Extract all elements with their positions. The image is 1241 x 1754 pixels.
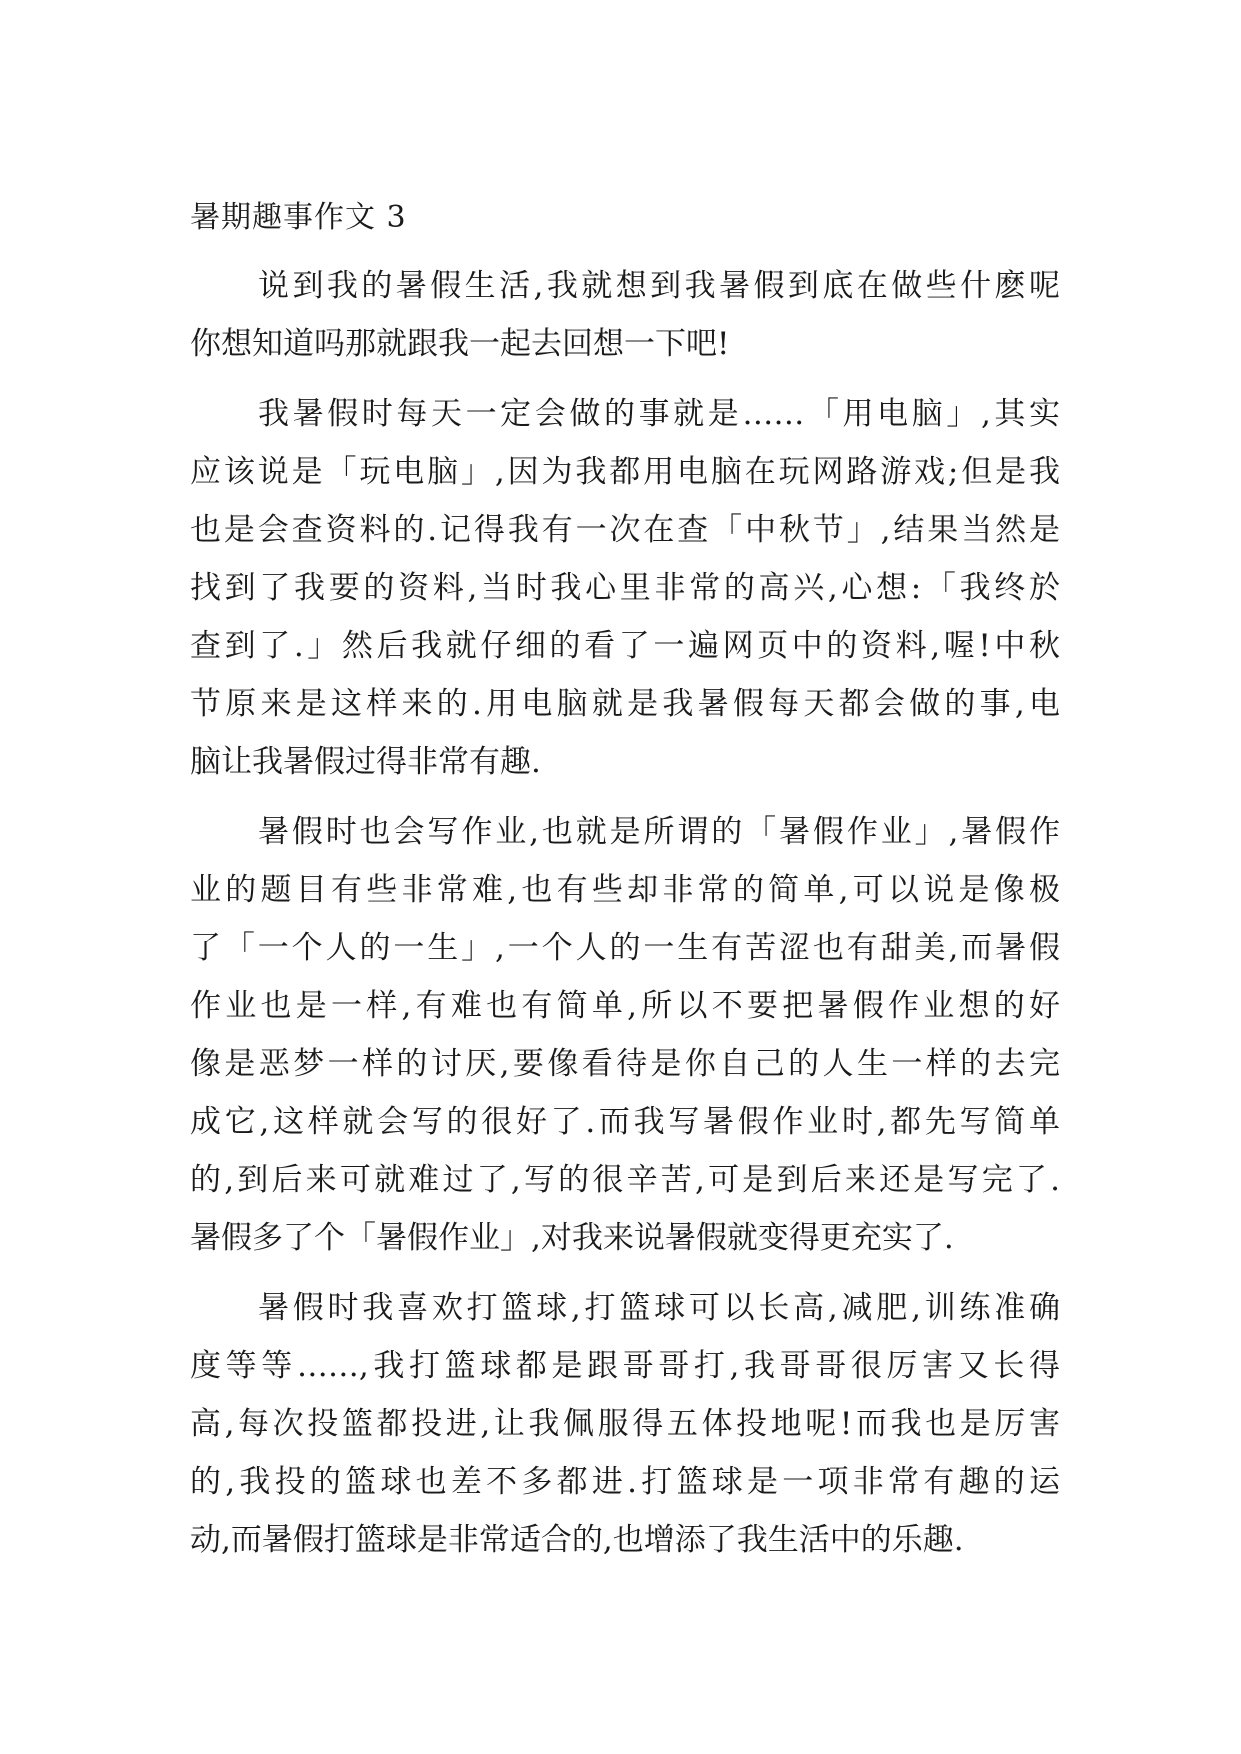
text-line: 应该说是「玩电脑」,因为我都用电脑在玩网路游戏;但是我 (190, 454, 1060, 490)
text-line: 高,每次投篮都投进,让我佩服得五体投地呢!而我也是厉害 (190, 1406, 1060, 1442)
text-line: 说到我的暑假生活,我就想到我暑假到底在做些什麽呢 (258, 268, 1060, 304)
text-line: 像是恶梦一样的讨厌,要像看待是你自己的人生一样的去完 (190, 1046, 1060, 1082)
text-line: 脑让我暑假过得非常有趣. (190, 744, 541, 780)
paragraph-4 (190, 1279, 1060, 1569)
text-line: 找到了我要的资料,当时我心里非常的高兴,心想:「我终於 (190, 570, 1060, 606)
text-line: 你想知道吗那就跟我一起去回想一下吧! (190, 326, 730, 362)
text-line: 也是会查资料的.记得我有一次在查「中秋节」,结果当然是 (190, 512, 1060, 548)
text-line: 作业也是一样,有难也有简单,所以不要把暑假作业想的好 (190, 988, 1060, 1024)
paragraph-2 (190, 385, 1060, 791)
text-line: 的,我投的篮球也差不多都进.打篮球是一项非常有趣的运 (190, 1464, 1060, 1500)
text-line: 度等等……,我打篮球都是跟哥哥打,我哥哥很厉害又长得 (190, 1348, 1060, 1384)
paragraph-1 (190, 257, 1060, 373)
document-title: 暑期趣事作文 3 (190, 200, 407, 235)
text-line: 暑假多了个「暑假作业」,对我来说暑假就变得更充实了. (190, 1220, 954, 1256)
text-line: 动,而暑假打篮球是非常适合的,也增添了我生活中的乐趣. (190, 1522, 964, 1558)
text-line: 我暑假时每天一定会做的事就是……「用电脑」,其实 (258, 396, 1060, 432)
text-line: 业的题目有些非常难,也有些却非常的简单,可以说是像极 (190, 872, 1060, 908)
text-line: 成它,这样就会写的很好了.而我写暑假作业时,都先写简单 (190, 1104, 1060, 1140)
text-line: 了「一个人的一生」,一个人的一生有苦涩也有甜美,而暑假 (190, 930, 1060, 966)
document-body (190, 257, 1060, 1581)
text-line: 节原来是这样来的.用电脑就是我暑假每天都会做的事,电 (190, 686, 1060, 722)
paragraph-3 (190, 803, 1060, 1267)
text-line: 查到了.」然后我就仔细的看了一遍网页中的资料,喔!中秋 (190, 628, 1060, 664)
text-line: 暑假时也会写作业,也就是所谓的「暑假作业」,暑假作 (258, 814, 1060, 850)
text-line: 暑假时我喜欢打篮球,打篮球可以长高,减肥,训练准确 (258, 1290, 1060, 1326)
text-line: 的,到后来可就难过了,写的很辛苦,可是到后来还是写完了. (190, 1162, 1060, 1198)
